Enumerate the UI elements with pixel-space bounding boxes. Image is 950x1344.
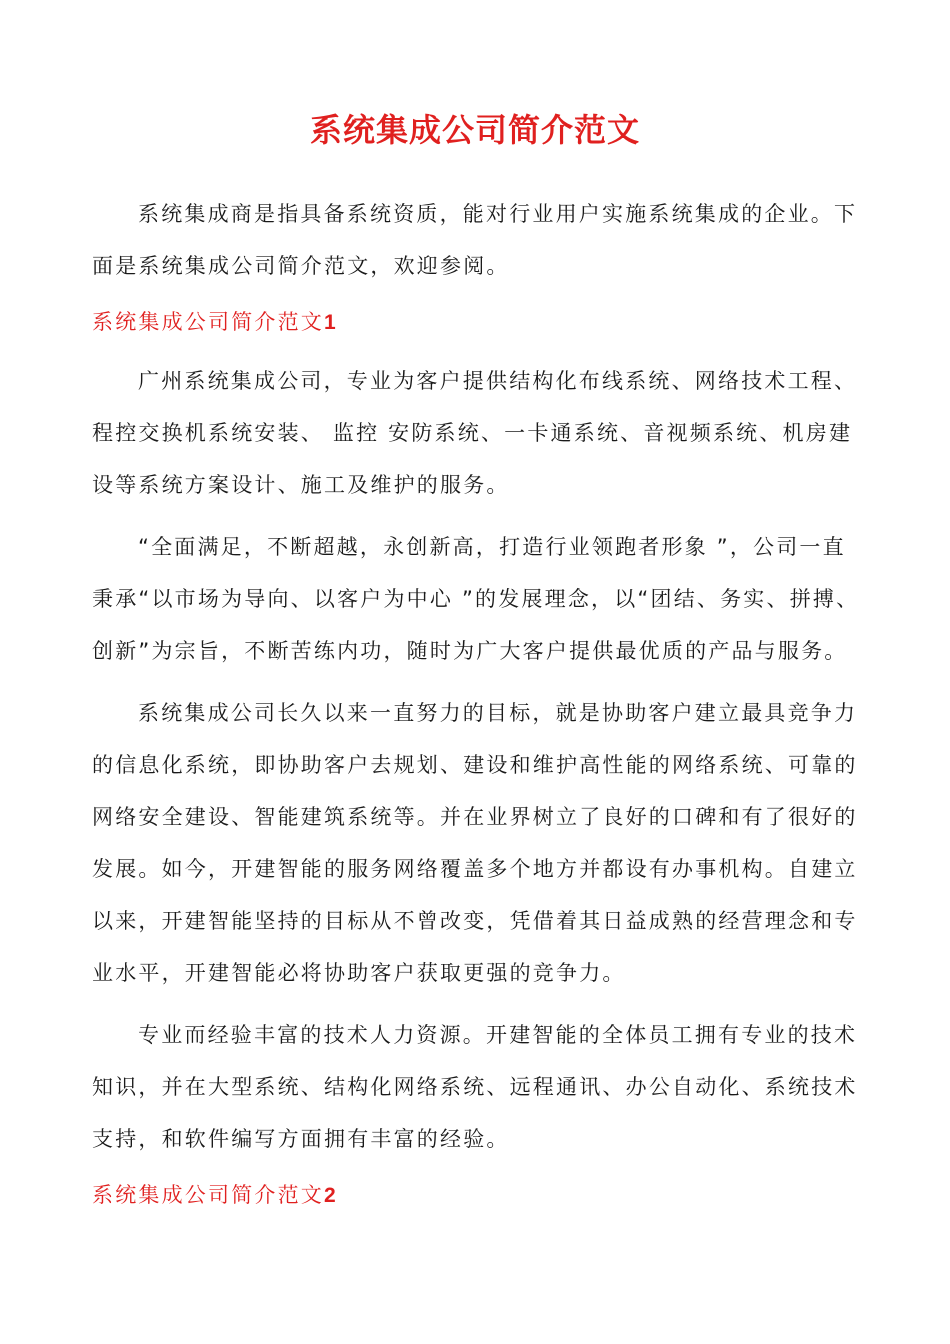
section-1-paragraph-3: 系统集成公司长久以来一直努力的目标，就是协助客户建立最具竞争力的信息化系统，即协助客户去规划、建设和维护高性能的网络系统、可靠的网络安全建设、智能建筑系统等。并在业界树立了良好的口碑和有了很好的发展。如今，开建智能的服务网络覆盖多个地方并都设有办事机构。自建立以来，开建智能坚持的目标从不曾改变，凭借着其日益成熟的经营理念和专业水平，开建智能必将协助客户获取更强的竞争力。	[92, 701, 858, 985]
section-heading-number: 2	[324, 1184, 338, 1207]
intro-paragraph: 系统集成商是指具备系统资质，能对行业用户实施系统集成的企业。下面是系统集成公司简介范文，欢迎参阅。	[92, 202, 858, 278]
section-heading-1	[92, 302, 860, 343]
section-heading-number: 1	[324, 311, 338, 334]
section-1-paragraph-1: 广州系统集成公司，专业为客户提供结构化布线系统、网络技术工程、程控交换机系统安装、 监控 安防系统、一卡通系统、音视频系统、机房建设等系统方案设计、施工及维护的服务。	[92, 369, 858, 497]
section-1-paragraph-2: “全面满足，不断超越，永创新高，打造行业领跑者形象 ”，公司一直秉承“以市场为导向、以客户为中心 ”的发展理念，以“团结、务实、拼搏、创新”为宗旨，不断苦练内功，随时为广大客户提供最优质的产品与服务。	[92, 535, 860, 663]
document-title: 系统集成公司简介范文	[309, 111, 640, 149]
section-heading-2	[92, 1175, 860, 1216]
section-1-paragraph-4: 专业而经验丰富的技术人力资源。开建智能的全体员工拥有专业的技术知识，并在大型系统、结构化网络系统、远程通讯、办公自动化、系统技术支持，和软件编写方面拥有丰富的经验。	[92, 1023, 858, 1151]
document-body	[92, 188, 860, 1228]
section-heading-text: 系统集成公司简介范文	[92, 310, 324, 334]
section-heading-text: 系统集成公司简介范文	[92, 1183, 324, 1207]
